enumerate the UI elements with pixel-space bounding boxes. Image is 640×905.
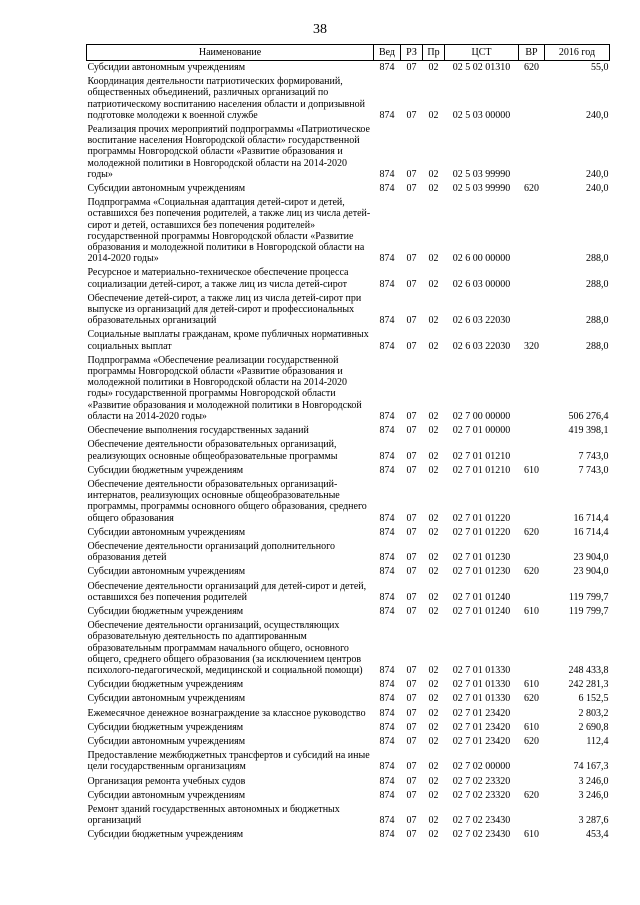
row-cst: 02 5 03 99990 <box>452 168 511 180</box>
row-pr: 02 <box>428 552 439 564</box>
row-amount: 242 281,3 <box>568 679 609 691</box>
row-amount: 74 167,3 <box>573 761 609 773</box>
row-amount: 2 690,8 <box>578 721 609 733</box>
row-pr: 02 <box>428 775 439 787</box>
page-number: 38 <box>313 22 327 37</box>
header-rz: РЗ <box>401 45 423 61</box>
row-ved: 874 <box>379 735 395 747</box>
row-vr: 620 <box>524 183 539 195</box>
row-amount: 288,0 <box>586 315 609 327</box>
row-cst: 02 6 03 00000 <box>452 278 511 290</box>
row-pr: 02 <box>428 815 439 827</box>
table-row <box>87 721 610 735</box>
row-name: Ежемесячное денежное вознаграждение за классное руководство <box>87 707 366 719</box>
row-pr: 02 <box>428 253 439 265</box>
row-rz: 07 <box>406 168 417 180</box>
row-cst: 02 7 02 23430 <box>452 829 511 841</box>
row-rz: 07 <box>406 707 417 719</box>
table-row <box>87 565 610 579</box>
row-name: Субсидии бюджетным учреждениям <box>87 605 244 617</box>
row-name: Социальные выплаты гражданам, кроме публичных нормативных социальных выплат <box>87 329 369 352</box>
row-amount: 288,0 <box>586 340 609 352</box>
row-vr: 620 <box>524 566 539 578</box>
row-cst: 02 7 01 01230 <box>452 552 511 564</box>
row-rz: 07 <box>406 775 417 787</box>
row-cst: 02 6 03 22030 <box>452 340 511 352</box>
row-cst: 02 7 01 01330 <box>452 679 511 691</box>
table-row <box>87 619 610 678</box>
row-name: Субсидии автономным учреждениям <box>87 62 246 73</box>
row-rz: 07 <box>406 109 417 121</box>
table-row <box>87 266 610 291</box>
row-amount: 3 287,6 <box>578 815 609 827</box>
row-ved: 874 <box>379 693 395 705</box>
row-name: Обеспечение деятельности образовательных организаций-интернатов, реализующих основные общеобразовательные программы, программы основного общего образования, среднего общего образования <box>87 478 367 524</box>
row-amount: 453,4 <box>586 829 609 841</box>
row-name: Субсидии автономным учреждениям <box>87 693 246 705</box>
row-cst: 02 7 01 23420 <box>452 707 511 719</box>
row-ved: 874 <box>379 425 395 437</box>
row-amount: 55,0 <box>591 62 609 73</box>
row-cst: 02 7 00 00000 <box>452 410 511 422</box>
row-rz: 07 <box>406 829 417 841</box>
row-cst: 02 7 01 23420 <box>452 721 511 733</box>
row-pr: 02 <box>428 109 439 121</box>
row-cst: 02 7 02 23430 <box>452 815 511 827</box>
row-pr: 02 <box>428 464 439 476</box>
row-pr: 02 <box>428 450 439 462</box>
header-pr: Пр <box>423 45 445 61</box>
row-name: Субсидии бюджетным учреждениям <box>87 721 244 733</box>
row-ved: 874 <box>379 566 395 578</box>
row-pr: 02 <box>428 707 439 719</box>
row-amount: 16 714,4 <box>573 526 609 538</box>
row-ved: 874 <box>379 526 395 538</box>
row-amount: 23 904,0 <box>573 566 609 578</box>
row-vr <box>519 424 545 438</box>
row-pr: 02 <box>428 693 439 705</box>
row-name: Подпрограмма «Обеспечение реализации государственной программы Новгородской области «Развитие образования и молодежной политики в Новгородской области на 2014-2020 годы» государственной программы Новгородской области «Развитие образования и молодежной политики в Новгородской области на 2014-2020 годы» <box>87 354 362 422</box>
row-cst: 02 7 02 23320 <box>452 775 511 787</box>
row-ved: 874 <box>379 664 395 676</box>
row-ved: 874 <box>379 591 395 603</box>
row-rz: 07 <box>406 464 417 476</box>
row-pr: 02 <box>428 721 439 733</box>
row-vr <box>519 75 545 123</box>
row-rz: 07 <box>406 278 417 290</box>
table-row <box>87 803 610 828</box>
row-cst: 02 7 01 01240 <box>452 591 511 603</box>
row-ved: 874 <box>379 340 395 352</box>
table-row <box>87 438 610 463</box>
row-amount: 288,0 <box>586 278 609 290</box>
row-ved: 874 <box>379 707 395 719</box>
row-cst: 02 7 02 23320 <box>452 789 511 801</box>
row-vr <box>519 123 545 182</box>
table-row <box>87 580 610 605</box>
row-ved: 874 <box>379 605 395 617</box>
row-pr: 02 <box>428 664 439 676</box>
row-pr: 02 <box>428 168 439 180</box>
row-ved: 874 <box>379 761 395 773</box>
row-name: Обеспечение деятельности организаций для детей-сирот и детей, оставшихся без попечения родителей <box>87 580 367 603</box>
row-amount: 3 246,0 <box>578 789 609 801</box>
table-row <box>87 678 610 692</box>
header-name: Наименование <box>87 45 374 61</box>
row-pr: 02 <box>428 679 439 691</box>
row-name: Обеспечение выполнения государственных заданий <box>87 425 309 437</box>
row-rz: 07 <box>406 512 417 524</box>
row-amount: 2 803,2 <box>578 707 609 719</box>
row-ved: 874 <box>379 815 395 827</box>
row-vr: 610 <box>524 605 539 617</box>
row-vr <box>519 354 545 424</box>
row-ved: 874 <box>379 109 395 121</box>
row-name: Субсидии автономным учреждениям <box>87 526 246 538</box>
row-name: Субсидии бюджетным учреждениям <box>87 464 244 476</box>
table-row <box>87 526 610 540</box>
table-row <box>87 123 610 182</box>
row-pr: 02 <box>428 315 439 327</box>
row-amount: 240,0 <box>586 183 609 195</box>
row-vr: 620 <box>524 62 539 73</box>
row-vr: 610 <box>524 829 539 841</box>
header-year: 2016 год <box>545 45 610 61</box>
row-ved: 874 <box>379 829 395 841</box>
row-cst: 02 7 01 01230 <box>452 566 511 578</box>
row-vr <box>519 266 545 291</box>
row-vr <box>519 803 545 828</box>
row-vr <box>519 775 545 789</box>
row-amount: 3 246,0 <box>578 775 609 787</box>
row-rz: 07 <box>406 815 417 827</box>
row-cst: 02 7 01 01330 <box>452 693 511 705</box>
row-ved: 874 <box>379 410 395 422</box>
row-vr <box>519 749 545 774</box>
row-amount: 288,0 <box>586 253 609 265</box>
row-rz: 07 <box>406 679 417 691</box>
table-header-row <box>87 45 610 61</box>
row-ved: 874 <box>379 278 395 290</box>
row-rz: 07 <box>406 566 417 578</box>
row-pr: 02 <box>428 761 439 773</box>
row-amount: 240,0 <box>586 168 609 180</box>
row-name: Обеспечение детей-сирот, а также лиц из числа детей-сирот при выпуске из организаций для детей-сирот и профессиональных образовательных организаций <box>87 292 362 327</box>
row-ved: 874 <box>379 253 395 265</box>
row-name: Субсидии бюджетным учреждениям <box>87 679 244 691</box>
row-pr: 02 <box>428 62 439 73</box>
row-pr: 02 <box>428 735 439 747</box>
row-ved: 874 <box>379 315 395 327</box>
row-cst: 02 7 01 01220 <box>452 512 511 524</box>
table-row <box>87 605 610 619</box>
row-rz: 07 <box>406 253 417 265</box>
row-amount: 419 398,1 <box>568 425 609 437</box>
row-rz: 07 <box>406 425 417 437</box>
row-cst: 02 7 01 00000 <box>452 425 511 437</box>
table-row <box>87 182 610 196</box>
table-row <box>87 692 610 706</box>
table-row <box>87 354 610 424</box>
row-amount: 16 714,4 <box>573 512 609 524</box>
row-name: Ремонт зданий государственных автономных и бюджетных организаций <box>87 803 340 827</box>
row-name: Координация деятельности патриотических формирований, общественных объединений, различных организаций по патриотическому воспитанию населения области и допризывной подготовке молодежи к военной службе <box>87 76 365 121</box>
row-pr: 02 <box>428 591 439 603</box>
row-pr: 02 <box>428 278 439 290</box>
row-ved: 874 <box>379 464 395 476</box>
row-rz: 07 <box>406 450 417 462</box>
row-cst: 02 6 03 22030 <box>452 315 511 327</box>
row-name: Обеспечение деятельности образовательных организаций, реализующих основные общеобразовательные программы <box>87 439 338 462</box>
row-vr: 320 <box>524 340 539 352</box>
row-rz: 07 <box>406 664 417 676</box>
row-amount: 119 799,7 <box>568 591 609 603</box>
row-ved: 874 <box>379 552 395 564</box>
table-body <box>87 61 610 843</box>
table-row <box>87 464 610 478</box>
row-name: Подпрограмма «Социальная адаптация детей-сирот и детей, оставшихся без попечения родителей, а также лиц из числа детей-сирот и детей, оставшихся без попечения родителей» государственной программы Новгородской области «Развитие образования и молодежной политики в Новгородской области на 2014-2020 годы» <box>87 197 371 265</box>
row-vr: 620 <box>524 526 539 538</box>
row-ved: 874 <box>379 679 395 691</box>
row-rz: 07 <box>406 62 417 73</box>
row-rz: 07 <box>406 591 417 603</box>
row-pr: 02 <box>428 340 439 352</box>
table-row <box>87 328 610 353</box>
row-pr: 02 <box>428 183 439 195</box>
row-vr: 620 <box>524 693 539 705</box>
row-rz: 07 <box>406 552 417 564</box>
table-row <box>87 478 610 526</box>
table-row <box>87 789 610 803</box>
header-ved: Вед <box>374 45 401 61</box>
row-amount: 248 433,8 <box>568 664 609 676</box>
row-name: Субсидии автономным учреждениям <box>87 735 246 747</box>
row-vr: 620 <box>524 789 539 801</box>
row-pr: 02 <box>428 789 439 801</box>
row-cst: 02 5 03 00000 <box>452 109 511 121</box>
row-name: Субсидии автономным учреждениям <box>87 789 246 801</box>
row-name: Обеспечение деятельности организаций дополнительного образования детей <box>87 540 335 564</box>
row-ved: 874 <box>379 168 395 180</box>
budget-table <box>86 44 610 843</box>
table-row <box>87 424 610 438</box>
table-row <box>87 735 610 749</box>
row-name: Субсидии автономным учреждениям <box>87 566 246 578</box>
table-row <box>87 292 610 329</box>
row-pr: 02 <box>428 410 439 422</box>
row-rz: 07 <box>406 789 417 801</box>
row-vr <box>519 580 545 605</box>
row-amount: 240,0 <box>586 109 609 121</box>
row-ved: 874 <box>379 775 395 787</box>
row-vr <box>519 196 545 266</box>
row-vr <box>519 540 545 565</box>
row-cst: 02 7 01 01330 <box>452 664 511 676</box>
row-cst: 02 5 02 01310 <box>452 62 511 73</box>
row-name: Субсидии автономным учреждениям <box>87 183 246 195</box>
row-name: Обеспечение деятельности организаций, осуществляющих образовательную деятельность по адаптированным образовательным программам начального общего, основного общего, среднего общего образования (за исключением центров психолого-педагогической, медицинской и социальной помощи) <box>87 620 363 676</box>
row-cst: 02 7 01 01240 <box>452 605 511 617</box>
row-rz: 07 <box>406 410 417 422</box>
row-name: Организация ремонта учебных судов <box>87 775 246 787</box>
header-vr: ВР <box>519 45 545 61</box>
row-amount: 119 799,7 <box>568 605 609 617</box>
table-row <box>87 61 610 76</box>
table-row <box>87 75 610 123</box>
row-rz: 07 <box>406 761 417 773</box>
row-amount: 112,4 <box>586 735 609 747</box>
row-vr <box>519 478 545 526</box>
row-ved: 874 <box>379 721 395 733</box>
row-name: Ресурсное и материально-техническое обеспечение процесса социализации детей-сирот, а также лиц из числа детей-сирот <box>87 267 349 290</box>
row-ved: 874 <box>379 450 395 462</box>
row-cst: 02 5 03 99990 <box>452 183 511 195</box>
row-pr: 02 <box>428 566 439 578</box>
row-rz: 07 <box>406 340 417 352</box>
row-pr: 02 <box>428 605 439 617</box>
row-vr: 610 <box>524 464 539 476</box>
row-ved: 874 <box>379 62 395 73</box>
row-name: Реализация прочих мероприятий подпрограммы «Патриотическое воспитание населения Новгородской области» государственной программы Новгородской области «Развитие образования и молодежной политики в Новгородской области на 2014-2020 годы» <box>87 124 370 180</box>
row-vr: 620 <box>524 735 539 747</box>
row-ved: 874 <box>379 183 395 195</box>
row-rz: 07 <box>406 315 417 327</box>
row-vr <box>519 707 545 721</box>
row-pr: 02 <box>428 425 439 437</box>
row-amount: 23 904,0 <box>573 552 609 564</box>
row-cst: 02 7 01 01220 <box>452 526 511 538</box>
table-row <box>87 749 610 774</box>
row-amount: 7 743,0 <box>578 464 609 476</box>
row-ved: 874 <box>379 789 395 801</box>
row-rz: 07 <box>406 721 417 733</box>
row-rz: 07 <box>406 183 417 195</box>
row-pr: 02 <box>428 526 439 538</box>
row-rz: 07 <box>406 526 417 538</box>
table-row <box>87 196 610 266</box>
table-row <box>87 828 610 842</box>
row-cst: 02 7 02 00000 <box>452 761 511 773</box>
row-amount: 6 152,5 <box>578 693 609 705</box>
row-amount: 7 743,0 <box>578 450 609 462</box>
row-cst: 02 6 00 00000 <box>452 253 511 265</box>
table-row <box>87 707 610 721</box>
row-cst: 02 7 01 01210 <box>452 464 511 476</box>
row-name: Субсидии бюджетным учреждениям <box>87 829 244 841</box>
row-name: Предоставление межбюджетных трансфертов и субсидий на иные цели государственным организациям <box>87 750 370 773</box>
row-vr <box>519 438 545 463</box>
table-row <box>87 540 610 565</box>
row-pr: 02 <box>428 512 439 524</box>
header-cst: ЦСТ <box>445 45 519 61</box>
row-ved: 874 <box>379 512 395 524</box>
row-vr: 610 <box>524 721 539 733</box>
row-vr <box>519 619 545 678</box>
row-cst: 02 7 01 23420 <box>452 735 511 747</box>
row-cst: 02 7 01 01210 <box>452 450 511 462</box>
table-row <box>87 775 610 789</box>
row-amount: 506 276,4 <box>568 410 609 422</box>
row-vr: 610 <box>524 679 539 691</box>
row-rz: 07 <box>406 605 417 617</box>
row-pr: 02 <box>428 829 439 841</box>
row-rz: 07 <box>406 735 417 747</box>
row-rz: 07 <box>406 693 417 705</box>
row-vr <box>519 292 545 329</box>
